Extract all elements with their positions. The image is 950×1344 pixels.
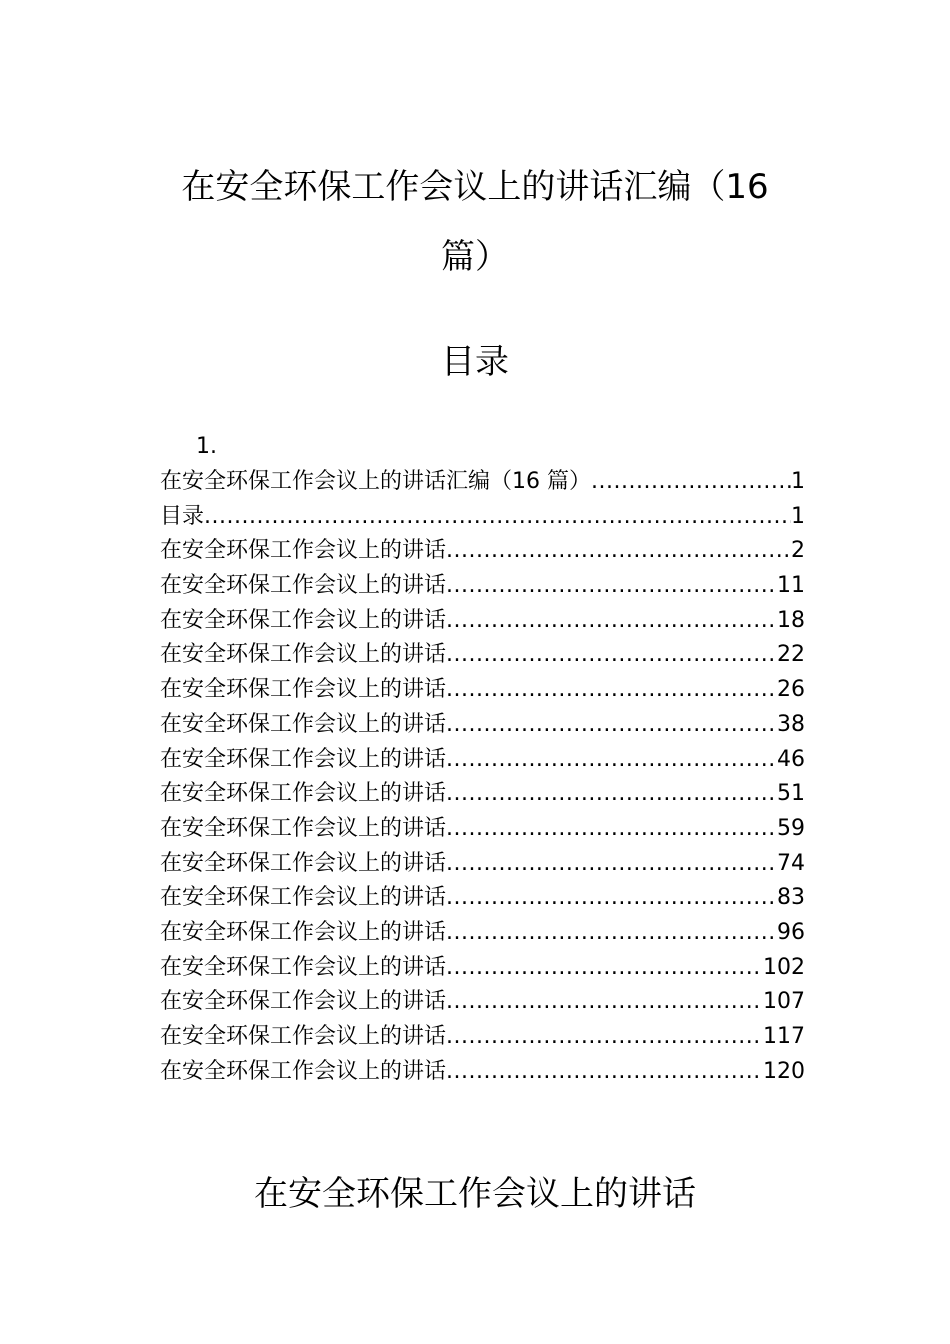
- toc-entry-page: 117: [763, 1024, 805, 1049]
- toc-leader-dots: [446, 812, 777, 847]
- toc-entry[interactable]: [160, 1020, 805, 1055]
- document-title: [160, 152, 790, 292]
- toc-entry-label: 在安全环保工作会议上的讲话: [160, 989, 447, 1015]
- toc-leader-dots: [446, 708, 777, 743]
- toc-leader-dots: [591, 465, 791, 500]
- toc-entry[interactable]: [160, 604, 805, 639]
- toc-heading: 目录: [441, 342, 509, 382]
- toc-entry-page: 107: [763, 989, 805, 1015]
- toc-leader-dots: [446, 743, 777, 778]
- toc-leader-dots: [446, 916, 777, 951]
- toc-entry[interactable]: [160, 534, 805, 569]
- toc-entry-label: 在安全环保工作会议上的讲话: [160, 746, 447, 772]
- toc-entry[interactable]: [160, 951, 805, 986]
- toc-entry-page: 22: [777, 642, 805, 668]
- toc-leader-dots: [446, 534, 791, 569]
- toc-entry-page: 51: [777, 781, 805, 807]
- toc-entry-page: 1: [791, 503, 805, 529]
- toc-entry-page: 18: [777, 607, 805, 633]
- toc-entry-label: 在安全环保工作会议上的讲话: [160, 677, 447, 703]
- toc-entry[interactable]: [160, 673, 805, 708]
- toc-entry-label: 在安全环保工作会议上的讲话: [160, 954, 447, 980]
- toc-entry-page: 1: [791, 469, 805, 494]
- toc-entry[interactable]: [160, 985, 805, 1020]
- toc-leader-dots: [446, 569, 777, 604]
- toc-entry[interactable]: [160, 812, 805, 847]
- toc-entry-label: 在安全环保工作会议上的讲话: [160, 1024, 447, 1049]
- toc-entry-label: 在安全环保工作会议上的讲话: [160, 1058, 447, 1084]
- toc-entry[interactable]: [160, 743, 805, 778]
- toc-entry-label: 目录: [160, 503, 205, 529]
- toc-leader-dots: [446, 1020, 763, 1055]
- document-title-line1: 在安全环保工作会议上的讲话汇编（16: [181, 167, 769, 207]
- toc-entry[interactable]: [160, 638, 805, 673]
- toc-entry-page: 83: [777, 885, 805, 911]
- toc-entry[interactable]: [160, 916, 805, 951]
- toc-entry[interactable]: [160, 881, 805, 916]
- toc-entry-label: 在安全环保工作会议上的讲话: [160, 607, 447, 633]
- toc-leader-dots: [446, 604, 777, 639]
- toc-entry[interactable]: [160, 1055, 805, 1090]
- toc-leader-dots: [446, 1055, 763, 1090]
- toc-entry-page: 46: [777, 746, 805, 772]
- toc-entry-page: 96: [777, 919, 805, 945]
- toc-leader-dots: [446, 881, 777, 916]
- toc-entry-label: 在安全环保工作会议上的讲话: [160, 885, 447, 911]
- toc-entry[interactable]: [160, 465, 805, 500]
- toc-leader-dots: [446, 673, 777, 708]
- toc-entry-label: 在安全环保工作会议上的讲话: [160, 919, 447, 945]
- toc-leader-dots: [446, 777, 777, 812]
- toc-list-number: 1.: [196, 434, 217, 459]
- toc-entry-label: 在安全环保工作会议上的讲话: [160, 781, 447, 807]
- document-title-line2: 篇）: [441, 237, 509, 277]
- toc-entry[interactable]: [160, 500, 805, 535]
- section-heading: 在安全环保工作会议上的讲话: [254, 1174, 696, 1214]
- toc-leader-dots: [446, 951, 763, 986]
- toc-entry-page: 59: [777, 815, 805, 841]
- toc-leader-dots: [446, 847, 777, 882]
- toc-entry-page: 38: [777, 711, 805, 737]
- toc-entry-label: 在安全环保工作会议上的讲话: [160, 850, 447, 876]
- toc-leader-dots: [446, 638, 777, 673]
- toc-entry-label: 在安全环保工作会议上的讲话: [160, 538, 447, 564]
- toc-entry-page: 26: [777, 677, 805, 703]
- toc-entry-label: 在安全环保工作会议上的讲话: [160, 642, 447, 668]
- toc-entry-page: 11: [777, 573, 805, 599]
- toc-entry-page: 2: [791, 538, 805, 564]
- toc-entry-label: 在安全环保工作会议上的讲话汇编（16 篇）: [160, 469, 591, 494]
- toc-entry[interactable]: [160, 708, 805, 743]
- toc-entry-page: 74: [777, 850, 805, 876]
- toc-entry-label: 在安全环保工作会议上的讲话: [160, 711, 447, 737]
- toc-entry[interactable]: [160, 777, 805, 812]
- toc-entry[interactable]: [160, 847, 805, 882]
- toc-leader-dots: [446, 985, 763, 1020]
- toc-entry-page: 120: [763, 1058, 805, 1084]
- toc-leader-dots: [204, 500, 791, 535]
- toc-entry[interactable]: [160, 569, 805, 604]
- toc-entry-page: 102: [763, 954, 805, 980]
- toc-list: [160, 465, 805, 1089]
- toc-entry-label: 在安全环保工作会议上的讲话: [160, 815, 447, 841]
- toc-entry-label: 在安全环保工作会议上的讲话: [160, 573, 447, 599]
